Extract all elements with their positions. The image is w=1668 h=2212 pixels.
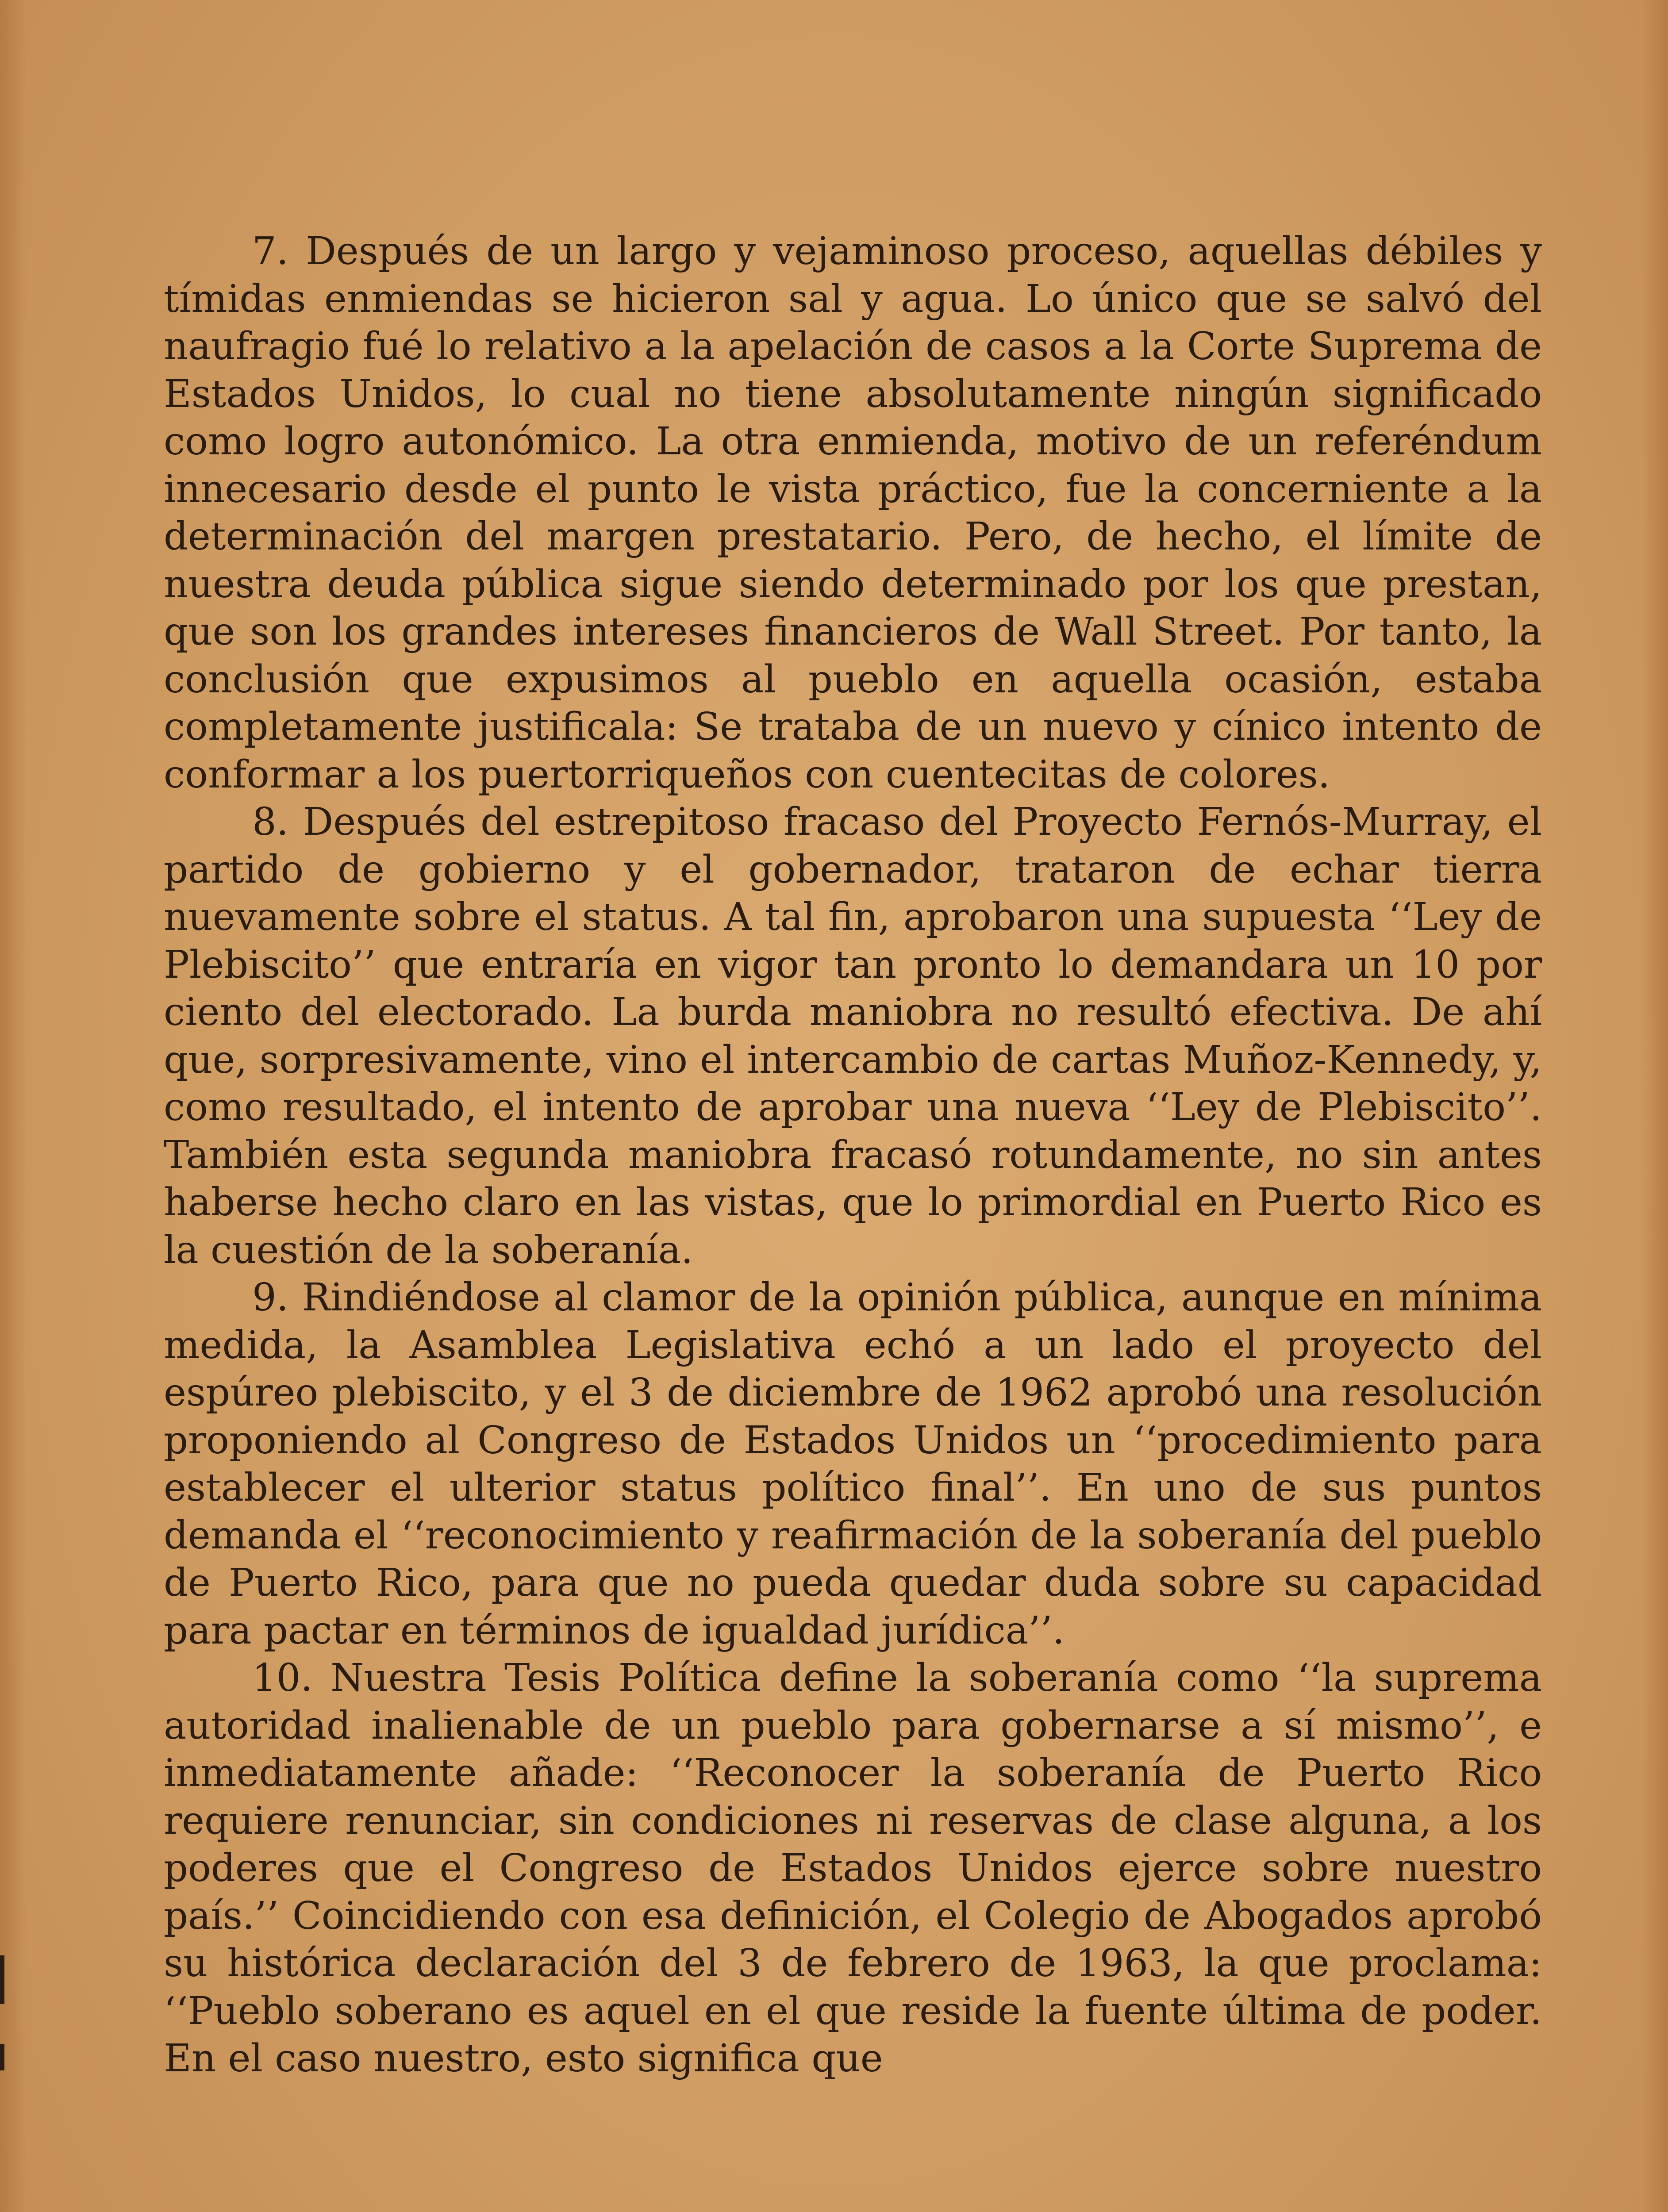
binding-mark xyxy=(0,2044,4,2070)
page-edge-shadow-left xyxy=(0,0,27,2212)
paragraph: 7. Después de un largo y vejaminoso proceso, aquellas débiles y tímidas enmiendas se hicieron sal y agua. Lo único que se salvó del naufragio fué lo relativo a la apelación de casos a la Corte Suprema de Estados Unidos, lo cual no tiene absolutamente ningún significado como logro autonómico. La otra enmienda, motivo de un referéndum innecesario desde el punto le vista práctico, fue la concerniente a la determinación del margen prestatario. Pero, de hecho, el límite de nuestra deuda pública sigue siendo determinado por los que prestan, que son los grandes intereses financieros de Wall Street. Por tanto, la conclusión que expusimos al pueblo en aquella ocasión, estaba completamente justificala: Se trataba de un nuevo y cínico intento de conformar a los puertorriqueños con cuentecitas de colores. xyxy=(164,229,1542,797)
paragraph: 8. Después del estrepitoso fracaso del Proyecto Fernós-Murray, el partido de gobierno y el gobernador, trataron de echar tierra nuevamente sobre el status. A tal fin, aprobaron una supuesta ‘‘Ley de Plebiscito’’ que entraría en vigor tan pronto lo demandara un 10 por ciento del electorado. La burda maniobra no resultó efectiva. De ahí que, sorpresivamente, vino el intercambio de cartas Muñoz-Kennedy, y, como resultado, el intento de aprobar una nueva ‘‘Ley de Plebiscito’’. También esta segunda maniobra fracasó rotundamente, no sin antes haberse hecho claro en las vistas, que lo primordial en Puerto Rico es la cuestión de la soberanía. xyxy=(164,800,1542,1272)
paragraph: 10. Nuestra Tesis Política define la soberanía como ‘‘la suprema autoridad inalienable de un pueblo para gobernarse a sí mismo’’, e inmediatamente añade: ‘‘Reconocer la soberanía de Puerto Rico requiere renunciar, sin condiciones ni reservas de clase alguna, a los poderes que el Congreso de Estados Unidos ejerce sobre nuestro país.’’ Coincidiendo con esa definición, el Colegio de Abogados aprobó su histórica declaración del 3 de febrero de 1963, la que proclama: ‘‘Pueblo soberano es aquel en el que reside la fuente última de poder. En el caso nuestro, esto significa que xyxy=(164,1656,1542,2081)
paragraph: 9. Rindiéndose al clamor de la opinión pública, aunque en mínima medida, la Asamblea Legislativa echó a un lado el proyecto del espúreo plebiscito, y el 3 de diciembre de 1962 aprobó una resolución proponiendo al Congreso de Estados Unidos un ‘‘procedimiento para establecer el ulterior status político final’’. En uno de sus puntos demanda el ‘‘reconocimiento y reafirmación de la soberanía del pueblo de Puerto Rico, para que no pueda quedar duda sobre su capacidad para pactar en términos de igualdad jurídica’’. xyxy=(164,1275,1542,1653)
body-text xyxy=(164,228,1542,2083)
binding-mark xyxy=(0,1955,4,2004)
page-edge-shadow-right xyxy=(1641,0,1668,2212)
